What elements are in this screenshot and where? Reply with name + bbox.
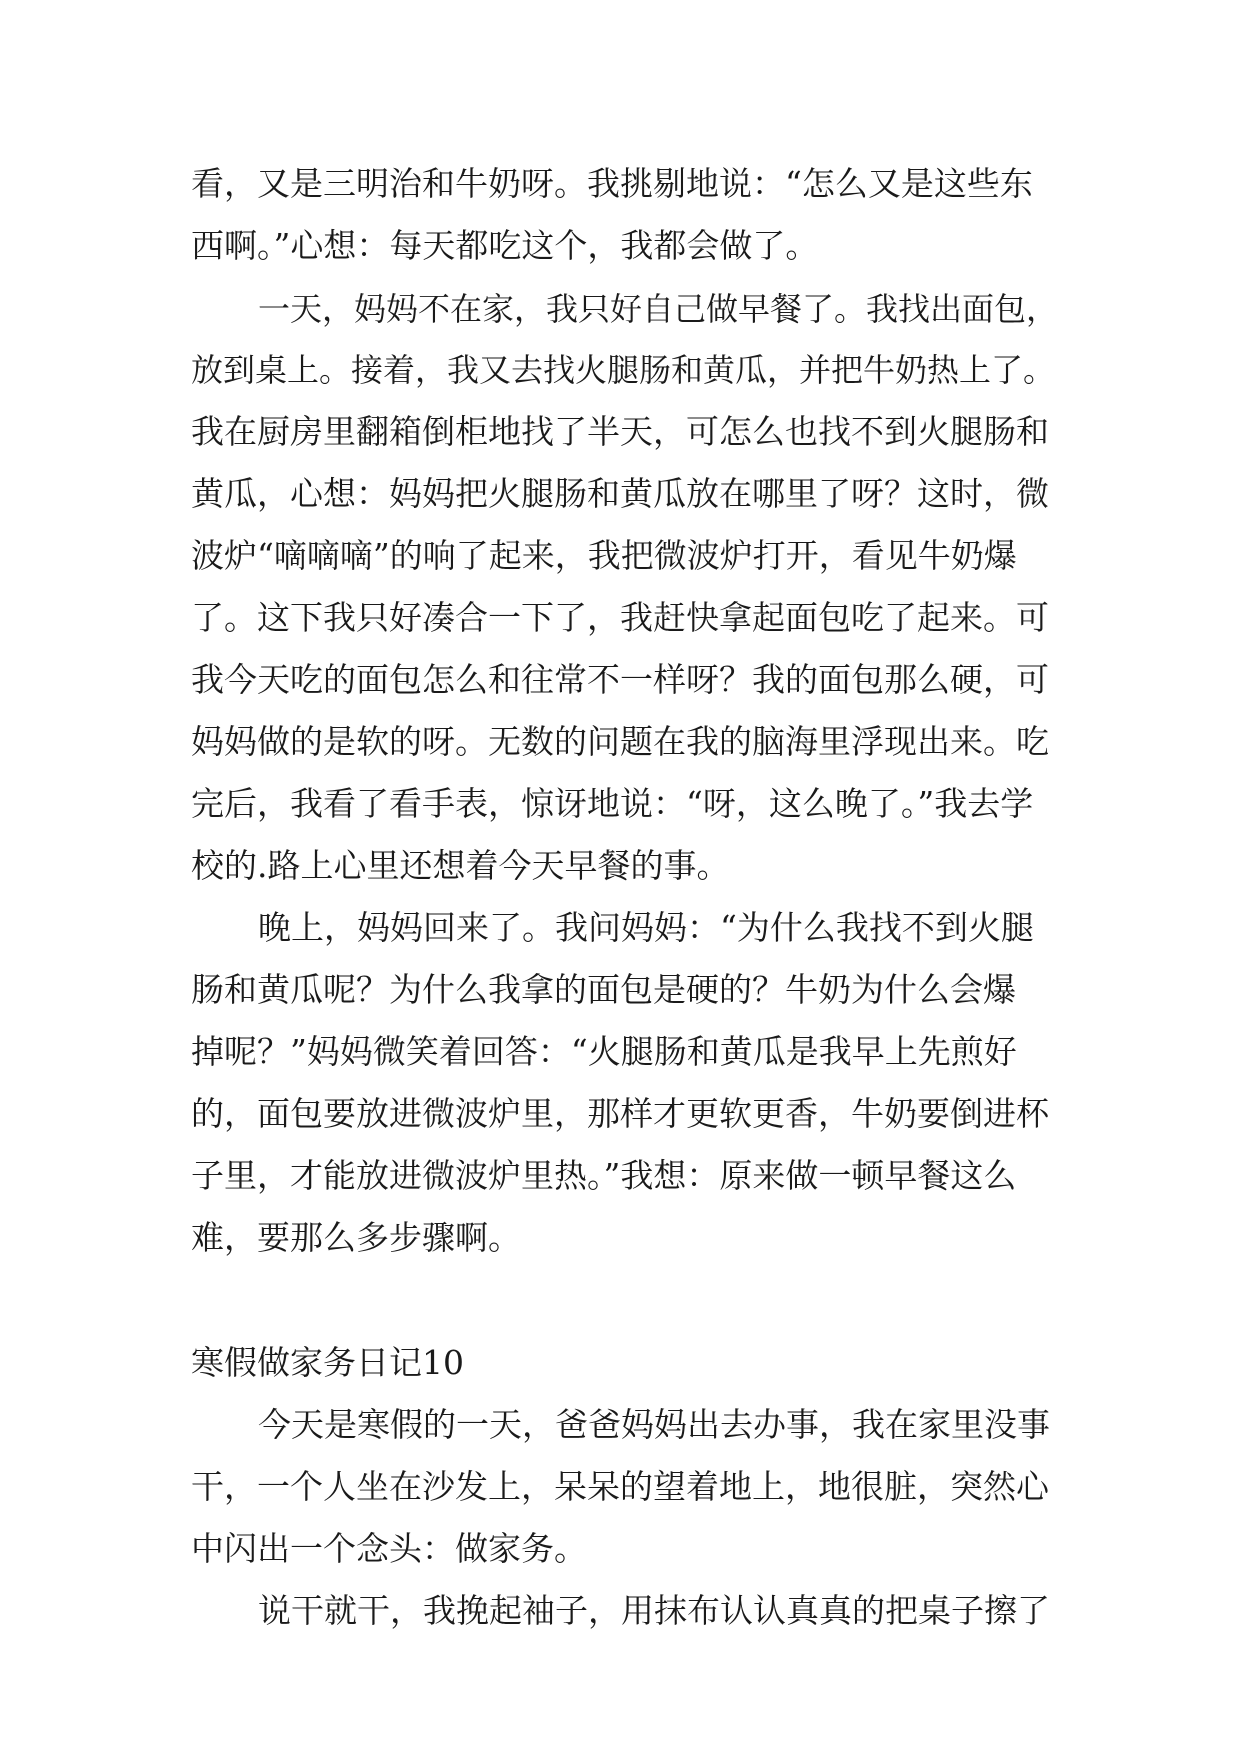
text-line: 说干就干，我挽起袖子，用抹布认认真真的把桌子擦了 (258, 1591, 1050, 1630)
text-line: 妈妈做的是软的呀。无数的问题在我的脑海里浮现出来。吃 (191, 722, 1049, 761)
text-line: 子里，才能放进微波炉里热。”我想：原来做一顿早餐这么 (191, 1156, 1017, 1195)
text-line: 的，面包要放进微波炉里，那样才更软更香，牛奶要倒进杯 (191, 1094, 1049, 1133)
text-line: 了。这下我只好凑合一下了，我赶快拿起面包吃了起来。可 (191, 598, 1049, 637)
text-line: 波炉“嘀嘀嘀”的响了起来，我把微波炉打开，看见牛奶爆 (191, 536, 1017, 575)
text-line: 我在厨房里翻箱倒柜地找了半天，可怎么也找不到火腿肠和 (191, 412, 1049, 451)
text-line: 一天，妈妈不在家，我只好自己做早餐了。我找出面包， (258, 290, 1059, 328)
text-line: 放到桌上。接着，我又去找火腿肠和黄瓜，并把牛奶热上了。 (191, 351, 1056, 389)
text-line: 掉呢？”妈妈微笑着回答：“火腿肠和黄瓜是我早上先煎好 (191, 1032, 1017, 1071)
text-line: 干，一个人坐在沙发上，呆呆的望着地上，地很脏，突然心 (191, 1467, 1049, 1506)
text-line: 黄瓜，心想：妈妈把火腿肠和黄瓜放在哪里了呀？这时，微 (191, 474, 1049, 513)
section-heading: 寒假做家务日记10 (191, 1343, 464, 1382)
text-line: 肠和黄瓜呢？为什么我拿的面包是硬的？牛奶为什么会爆 (191, 970, 1016, 1009)
text-line: 难，要那么多步骤啊。 (191, 1218, 521, 1257)
text-line: 晚上，妈妈回来了。我问妈妈：“为什么我找不到火腿 (258, 908, 1034, 947)
text-line: 我今天吃的面包怎么和往常不一样呀？我的面包那么硬，可 (191, 660, 1049, 699)
text-line: 西啊。”心想：每天都吃这个，我都会做了。 (191, 226, 819, 265)
text-line: 看，又是三明治和牛奶呀。我挑剔地说：“怎么又是这些东 (191, 164, 1033, 203)
text-line: 校的.路上心里还想着今天早餐的事。 (191, 846, 730, 885)
text-line: 完后，我看了看手表，惊讶地说：“呀，这么晚了。”我去学 (191, 784, 1034, 823)
text-line: 今天是寒假的一天，爸爸妈妈出去办事，我在家里没事 (258, 1405, 1050, 1444)
text-line: 中闪出一个念头：做家务。 (191, 1529, 587, 1568)
